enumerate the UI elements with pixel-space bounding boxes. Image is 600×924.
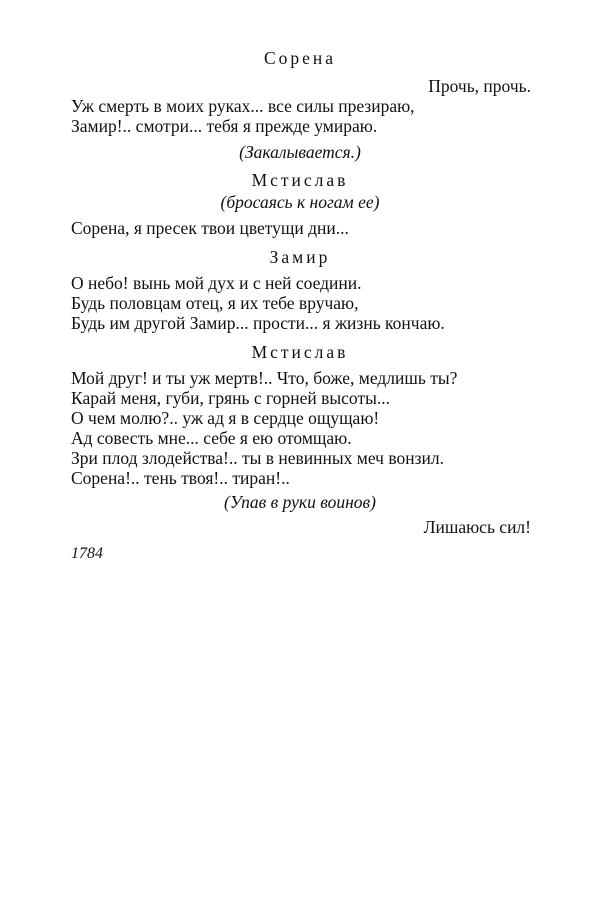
verse-line: Прочь, прочь. [428, 76, 531, 96]
speaker-name-mstislav: Мстислав [251, 342, 349, 362]
stage-direction: (Закалывается.) [239, 142, 361, 162]
verse-line: Замир!.. смотри... тебя я прежде умираю. [71, 116, 378, 136]
verse-line: Ад совесть мне... себе я ею отомщаю. [71, 428, 352, 448]
stage-direction: (Упав в руки воинов) [224, 492, 376, 512]
verse-line: Карай меня, губи, грянь с горней высоты... [71, 388, 390, 408]
verse-line: Будь им другой Замир... прости... я жизнь кончаю. [71, 313, 445, 333]
speaker-name-mstislav: Мстислав [251, 170, 349, 190]
speaker-name-zamir: Замир [269, 247, 331, 267]
speaker-name-sorena: Сорена [263, 48, 337, 68]
verse-line: Сорена, я пресек твои цветущи дни... [71, 218, 349, 238]
verse-line: Зри плод злодейства!.. ты в невинных меч вонзил. [71, 448, 444, 468]
verse-line: Сорена!.. тень твоя!.. тиран!.. [71, 468, 290, 488]
verse-line: Будь половцам отец, я их тебе вручаю, [71, 293, 359, 313]
composition-year: 1784 [71, 545, 103, 562]
verse-line: Мой друг! и ты уж мертв!.. Что, боже, медлишь ты? [71, 368, 458, 388]
verse-line: Уж смерть в моих руках... все силы презираю, [71, 96, 415, 116]
verse-line: О небо! вынь мой дух и с ней соедини. [71, 273, 362, 293]
verse-line: Лишаюсь сил! [423, 517, 531, 537]
verse-line: О чем молю?.. уж ад я в сердце ощущаю! [71, 408, 380, 428]
stage-direction: (бросаясь к ногам ее) [220, 192, 380, 212]
